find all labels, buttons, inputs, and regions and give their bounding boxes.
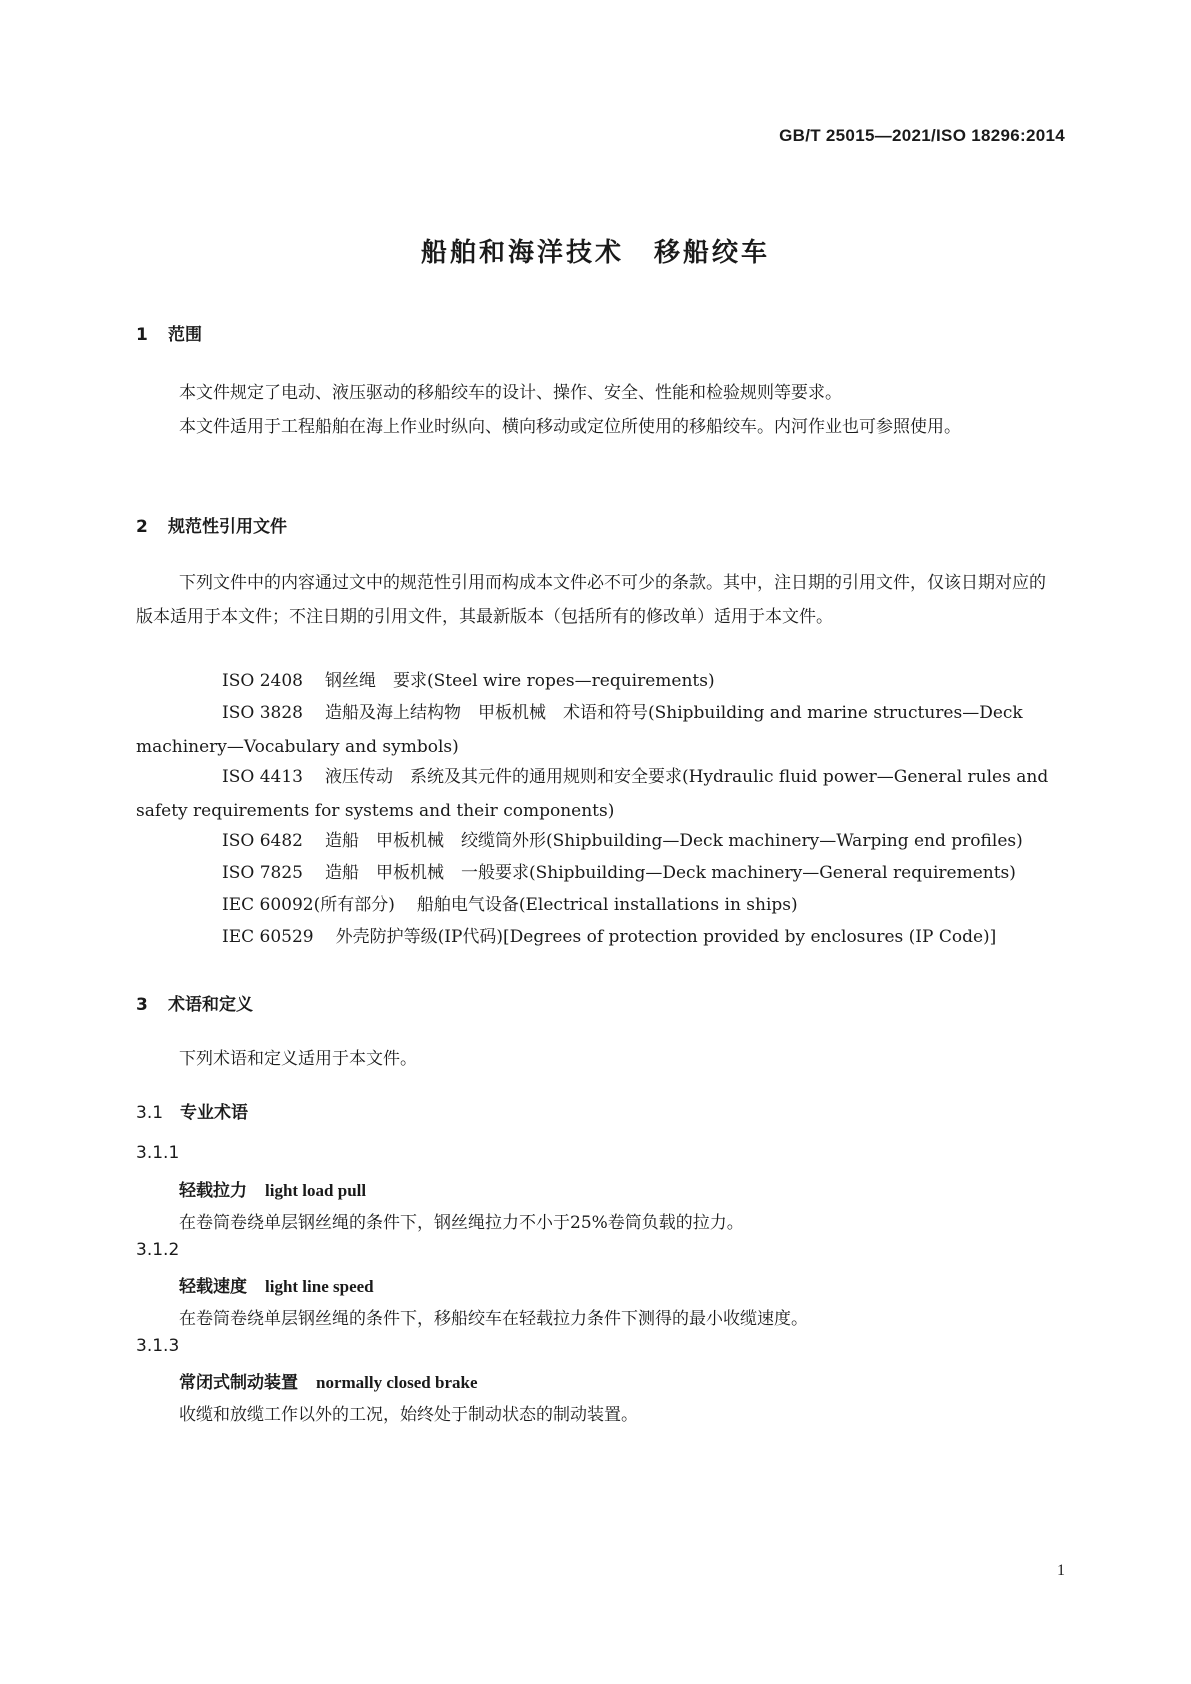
section-1-heading — [136, 320, 202, 345]
subsection-3-1-heading — [136, 1098, 248, 1123]
term-number: 3.1.2 — [136, 1240, 180, 1260]
standard-code: GB/T 25015—2021/ISO 18296:2014 — [779, 126, 1065, 145]
reference-text: 外壳防护等级(IP代码)[Degrees of protection provided by enclosures (IP Code)] — [335, 927, 997, 947]
reference-text: 造船 甲板机械 一般要求(Shipbuilding—Deck machinery—General requirements) — [324, 863, 1016, 883]
term-zh: 轻载拉力 — [179, 1181, 247, 1201]
terms-intro: 下列术语和定义适用于本文件。 — [179, 1049, 417, 1069]
term-number: 3.1.3 — [136, 1336, 180, 1356]
subsection-number: 3.1 — [136, 1103, 164, 1123]
subsection-title: 专业术语 — [180, 1103, 248, 1123]
scope-paragraph-1: 本文件规定了电动、液压驱动的移船绞车的设计、操作、安全、性能和检验规则等要求。 — [179, 383, 842, 403]
reference-text: 钢丝绳 要求(Steel wire ropes—requirements) — [324, 671, 715, 691]
term-en: light load pull — [265, 1181, 367, 1200]
term-definition: 在卷筒卷绕单层钢丝绳的条件下，钢丝绳拉力不小于25%卷筒负载的拉力。 — [179, 1213, 744, 1233]
reference-text: 船舶电气设备(Electrical installations in ships) — [416, 895, 798, 915]
reference-item — [136, 760, 1056, 828]
section-title: 规范性引用文件 — [168, 517, 287, 537]
section-title: 范围 — [168, 325, 202, 345]
term-number: 3.1.1 — [136, 1143, 180, 1163]
reference-text: 造船及海上结构物 甲板机械 术语和符号(Shipbuilding and marine structures—Deck machinery—Vocabulary and symbols) — [136, 703, 1023, 757]
term-definition: 收缆和放缆工作以外的工况，始终处于制动状态的制动装置。 — [179, 1405, 638, 1425]
scope-paragraph-2: 本文件适用于工程船舶在海上作业时纵向、横向移动或定位所使用的移船绞车。内河作业也可参照使用。 — [179, 417, 961, 437]
reference-code: ISO 6482 — [222, 831, 303, 851]
title-part-2: 移船绞车 — [654, 238, 771, 268]
term-heading — [179, 1176, 366, 1201]
page-number: 1 — [1057, 1562, 1065, 1579]
reference-item — [136, 888, 1056, 922]
reference-item — [136, 824, 1056, 858]
term-zh: 轻载速度 — [179, 1277, 247, 1297]
reference-text: 液压传动 系统及其元件的通用规则和安全要求(Hydraulic fluid power—General rules and safety requirements for systems and their components) — [136, 767, 1049, 821]
section-number: 3 — [136, 995, 148, 1015]
term-zh: 常闭式制动装置 — [179, 1373, 298, 1393]
reference-item — [136, 920, 1056, 954]
section-number: 1 — [136, 325, 148, 345]
reference-code: ISO 4413 — [222, 767, 303, 787]
term-definition: 在卷筒卷绕单层钢丝绳的条件下，移船绞车在轻载拉力条件下测得的最小收缆速度。 — [179, 1309, 808, 1329]
references-intro: 下列文件中的内容通过文中的规范性引用而构成本文件必不可少的条款。其中，注日期的引用文件，仅该日期对应的版本适用于本文件；不注日期的引用文件，其最新版本（包括所有的修改单）适用于本文件。 — [136, 573, 1046, 627]
reference-item — [136, 664, 1056, 698]
reference-code: IEC 60529 — [222, 927, 314, 947]
reference-code: IEC 60092(所有部分) — [222, 895, 395, 915]
section-title: 术语和定义 — [168, 995, 253, 1015]
section-3-heading — [136, 990, 253, 1015]
reference-code: ISO 7825 — [222, 863, 303, 883]
section-2-heading — [136, 512, 287, 537]
reference-item — [136, 856, 1056, 890]
term-heading — [179, 1272, 374, 1297]
reference-code: ISO 2408 — [222, 671, 303, 691]
page-title — [0, 232, 1191, 269]
section-number: 2 — [136, 517, 148, 537]
term-heading — [179, 1368, 478, 1393]
reference-item — [136, 696, 1056, 764]
reference-text: 造船 甲板机械 绞缆筒外形(Shipbuilding—Deck machinery—Warping end profiles) — [324, 831, 1023, 851]
term-en: light line speed — [265, 1277, 374, 1296]
reference-code: ISO 3828 — [222, 703, 303, 723]
term-en: normally closed brake — [316, 1373, 478, 1392]
title-part-1: 船舶和海洋技术 — [420, 238, 624, 268]
